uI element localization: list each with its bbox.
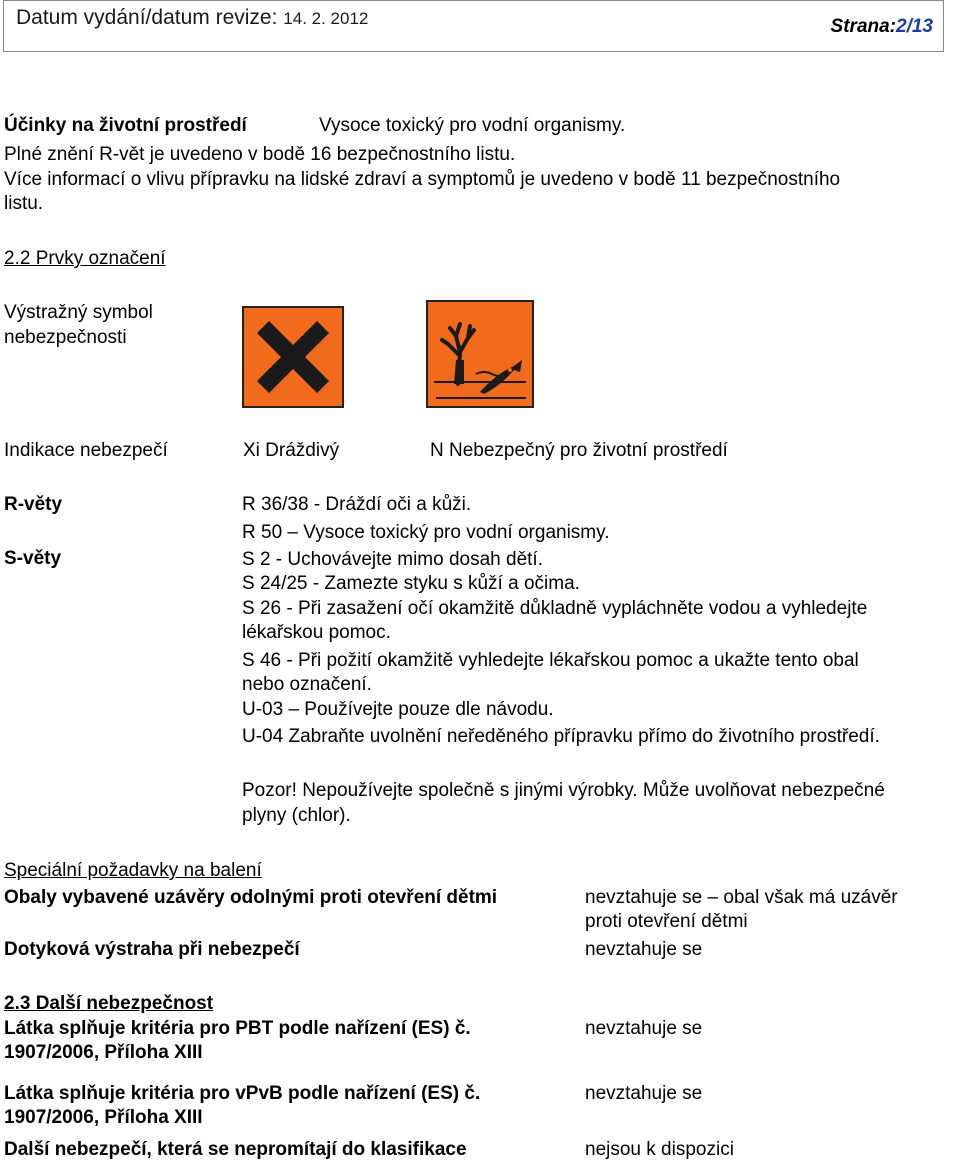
- hazard-indication-label: Indikace nebezpečí: [4, 440, 168, 461]
- more-info-note-cont: listu.: [4, 193, 44, 214]
- child-closure-value-cont: proti otevření dětmi: [585, 911, 748, 932]
- child-closure-label: Obaly vybavené uzávěry odolnými proti otevření dětmi: [4, 887, 498, 908]
- environment-value: Vysoce toxický pro vodní organismy.: [319, 115, 626, 136]
- environment-hazard-icon: [426, 300, 534, 408]
- hazard-n: N Nebezpečný pro životní prostředí: [430, 440, 728, 461]
- section-2-3-title: 2.3 Další nebezpečnost: [4, 993, 214, 1014]
- page-header: [3, 0, 944, 52]
- pbt-label: Látka splňuje kritéria pro PBT podle nařízení (ES) č.: [4, 1018, 471, 1039]
- phrase-line: R 50 – Vysoce toxický pro vodní organismy.: [242, 522, 610, 543]
- phrase-line: S 2 - Uchovávejte mimo dosah dětí.: [242, 549, 543, 570]
- warning-text: Pozor! Nepoužívejte společně s jinými výrobky. Může uvolňovat nebezpečné: [242, 780, 885, 801]
- revision-date-value: 14. 2. 2012: [283, 9, 369, 28]
- other-hazards-label: Další nebezpečí, která se nepromítají do klasifikace: [4, 1139, 467, 1160]
- revision-date-label: Datum vydání/datum revize:: [16, 6, 278, 29]
- warning-text-cont: plyny (chlor).: [242, 805, 351, 826]
- environment-heading: Účinky na životní prostředí: [4, 115, 247, 136]
- symbol-label-cont: nebezpečnosti: [4, 327, 127, 348]
- phrase-line: lékařskou pomoc.: [242, 622, 391, 643]
- tactile-warning-value: nevztahuje se: [585, 939, 703, 960]
- phrase-line: R 36/38 - Dráždí oči a kůži.: [242, 494, 472, 515]
- phrase-line: U-04 Zabraňte uvolnění neředěného přípravku přímo do životního prostředí.: [242, 726, 880, 747]
- r-phrases-note: Plné znění R-vět je uvedeno v bodě 16 bezpečnostního listu.: [4, 144, 516, 165]
- more-info-note: Více informací o vlivu přípravku na lidské zdraví a symptomů je uvedeno v bodě 11 bezpečnostního: [4, 169, 841, 190]
- symbol-label: Výstražný symbol: [4, 302, 153, 323]
- phrase-line: U-03 – Používejte pouze dle návodu.: [242, 699, 554, 720]
- phrase-line: nebo označení.: [242, 674, 372, 695]
- page-number-value: 2/13: [896, 16, 933, 37]
- phrase-line: S 26 - Při zasažení očí okamžitě důkladně vypláchněte vodou a vyhledejte: [242, 598, 868, 619]
- vpvb-label-cont: 1907/2006, Příloha XIII: [4, 1107, 203, 1128]
- vpvb-value: nevztahuje se: [585, 1083, 703, 1104]
- revision-date: [16, 6, 368, 30]
- s-phrases-label: S-věty: [4, 548, 62, 569]
- child-closure-value: nevztahuje se – obal však má uzávěr: [585, 887, 898, 908]
- tactile-warning-label: Dotyková výstraha při nebezpečí: [4, 939, 300, 960]
- packaging-title: Speciální požadavky na balení: [4, 860, 262, 881]
- pbt-value: nevztahuje se: [585, 1018, 703, 1039]
- hazard-xi: Xi Dráždivý: [243, 440, 340, 461]
- phrase-line: S 46 - Při požití okamžitě vyhledejte lékařskou pomoc a ukažte tento obal: [242, 650, 859, 671]
- vpvb-label: Látka splňuje kritéria pro vPvB podle nařízení (ES) č.: [4, 1083, 481, 1104]
- page-number: [831, 16, 933, 38]
- irritant-x-icon: [241, 305, 345, 409]
- pbt-label-cont: 1907/2006, Příloha XIII: [4, 1042, 203, 1063]
- page-number-label: Strana:: [830, 16, 897, 37]
- r-phrases-label: R-věty: [4, 494, 63, 515]
- other-hazards-value: nejsou k dispozici: [585, 1139, 734, 1160]
- phrase-line: S 24/25 - Zamezte styku s kůží a očima.: [242, 573, 580, 594]
- section-2-2-title: 2.2 Prvky označení: [4, 248, 166, 269]
